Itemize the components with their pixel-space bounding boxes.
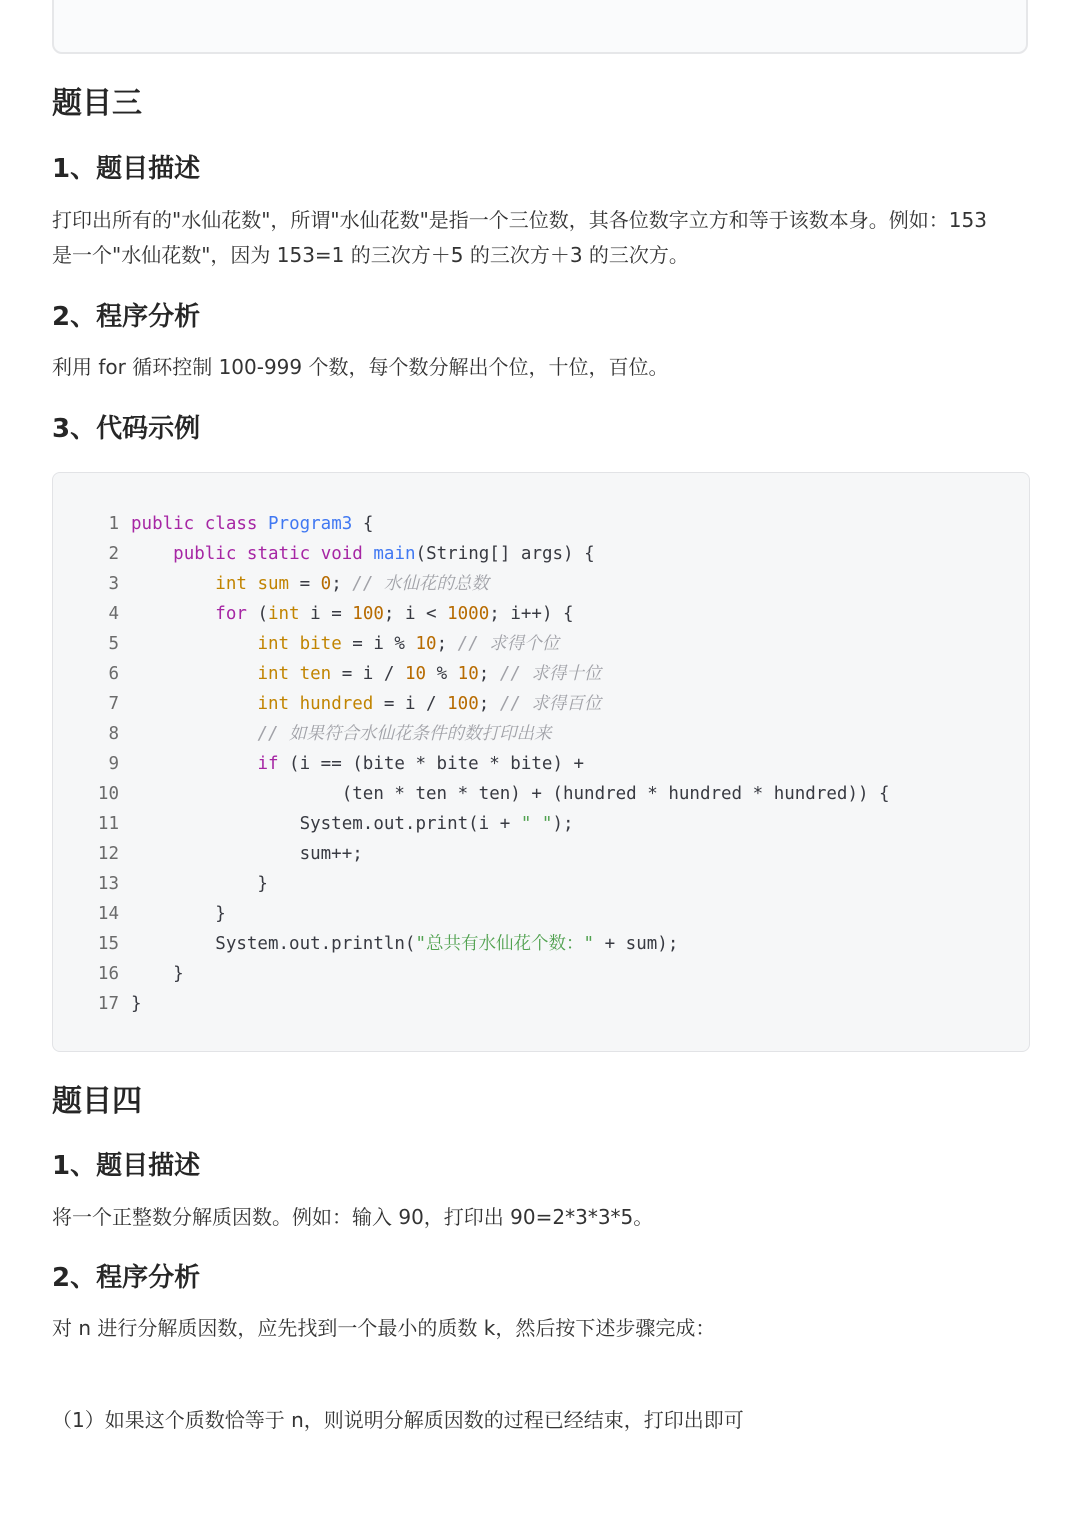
code-block (52, 472, 1030, 1052)
line-number: 5 (108, 634, 119, 654)
section4-desc-text: 将一个正整数分解质因数。例如：输入 90，打印出 90=2*3*3*5。 (52, 1205, 654, 1229)
code-text: } (131, 874, 268, 894)
code-text: if (i == (bite * bite * bite) + (257, 754, 585, 774)
line-number: 8 (108, 724, 119, 744)
code-text: System.out.println("总共有水仙花个数：" + sum); (131, 934, 679, 954)
code-text: int sum = 0; // 水仙花的总数 (215, 574, 489, 594)
section4-title: 题目四 (52, 1084, 142, 1119)
code-text: } (131, 994, 142, 1014)
line-number: 10 (97, 784, 119, 804)
line-number: 15 (97, 934, 119, 954)
previous-code-block (52, 0, 1028, 54)
code-text: // 如果符合水仙花条件的数打印出来 (257, 724, 552, 744)
code-text: int ten = i / 10 % 10; // 求得十位 (257, 664, 602, 684)
code-text: } (131, 904, 226, 924)
section4-analysis-heading: 2、程序分析 (52, 1263, 201, 1293)
line-number: 2 (108, 544, 119, 564)
section4-step1: （1）如果这个质数恰等于 n，则说明分解质因数的过程已经结束，打印出即可 (52, 1408, 744, 1432)
section4-analysis-text: 对 n 进行分解质因数，应先找到一个最小的质数 k，然后按下述步骤完成： (52, 1316, 716, 1340)
code-text: System.out.print(i + " "); (131, 814, 574, 834)
line-number: 11 (97, 814, 119, 834)
section3-analysis-heading: 2、程序分析 (52, 302, 201, 332)
line-number: 7 (108, 694, 119, 714)
section3-code-heading: 3、代码示例 (52, 414, 201, 444)
line-number: 6 (108, 664, 119, 684)
section3-analysis-text: 利用 for 循环控制 100-999 个数，每个数分解出个位，十位，百位。 (52, 355, 669, 379)
code-text: int bite = i % 10; // 求得个位 (257, 634, 560, 654)
code-text: public static void main(String[] args) { (173, 544, 595, 564)
line-number: 16 (97, 964, 119, 984)
section3-title: 题目三 (52, 86, 142, 121)
code-text: public class Program3 { (131, 514, 374, 534)
section3-desc-heading: 1、题目描述 (52, 154, 201, 184)
section3-desc-text: 打印出所有的"水仙花数"，所谓"水仙花数"是指一个三位数，其各位数字立方和等于该数本身。例如：153 是一个"水仙花数"，因为 153=1 的三次方＋5 的三次方＋3 的三次方。 (52, 208, 987, 267)
code-text: (ten * ten * ten) + (hundred * hundred * hundred)) { (131, 784, 890, 804)
code-text: sum++; (131, 844, 363, 864)
code-text: } (131, 964, 184, 984)
code-text: int hundred = i / 100; // 求得百位 (257, 694, 602, 714)
line-number: 3 (108, 574, 119, 594)
line-number: 17 (97, 994, 119, 1014)
line-number: 13 (97, 874, 119, 894)
line-number: 1 (108, 514, 119, 534)
line-number: 12 (97, 844, 119, 864)
line-number: 14 (97, 904, 119, 924)
line-number: 9 (108, 754, 119, 774)
code-text: for (int i = 100; i < 1000; i++) { (215, 604, 574, 624)
section4-desc-heading: 1、题目描述 (52, 1151, 201, 1181)
line-number: 4 (108, 604, 119, 624)
